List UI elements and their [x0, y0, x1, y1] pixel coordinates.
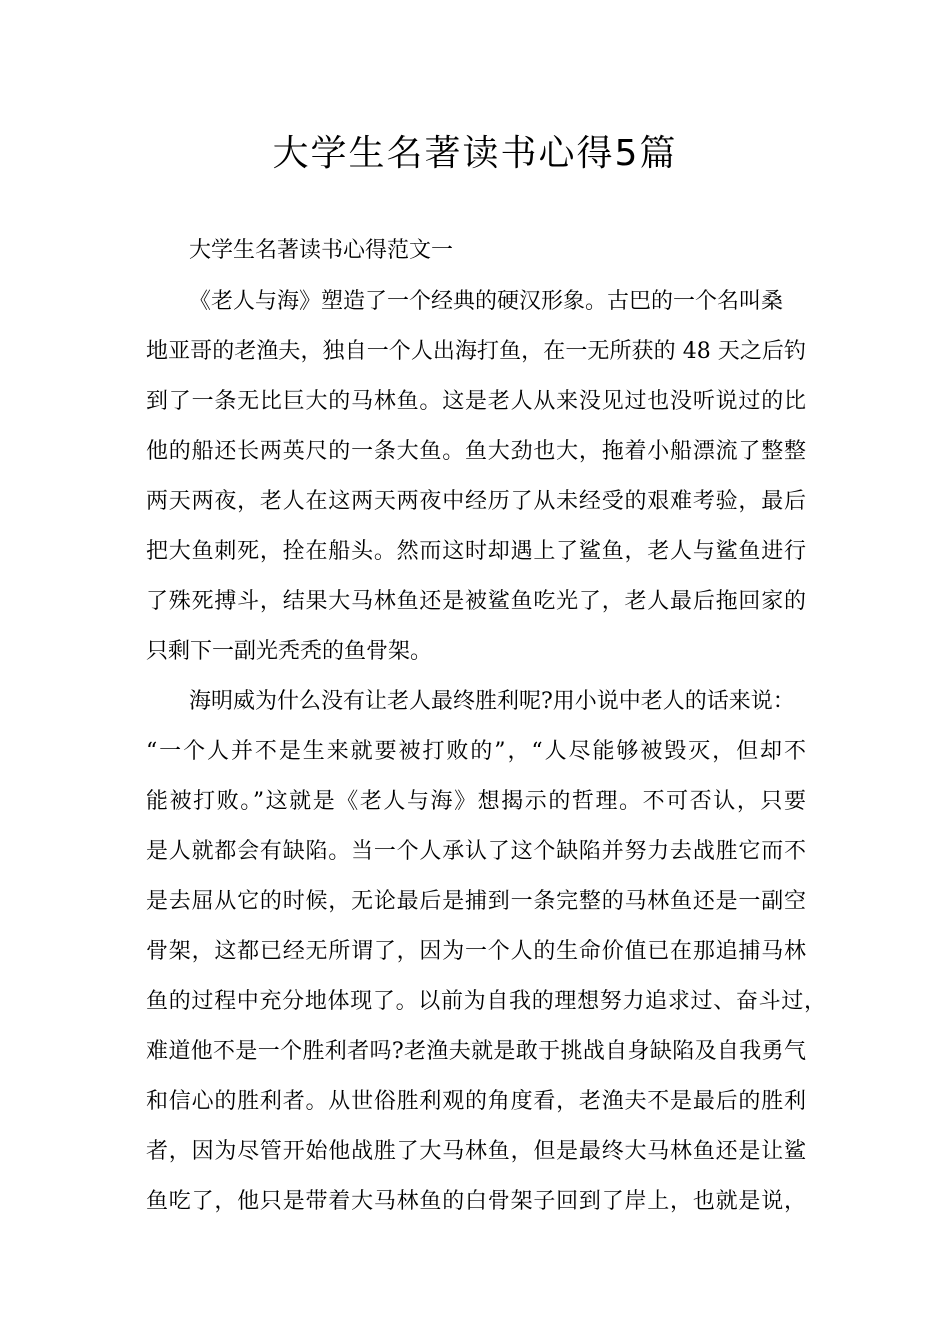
- paragraph-line: 到了一条无比巨大的马林鱼。这是老人从来没见过也没听说过的比: [146, 389, 806, 414]
- paragraph-line: 海明威为什么没有让老人最终胜利呢?用小说中老人的话来说：: [189, 689, 795, 714]
- paragraph-line: 者，因为尽管开始他战胜了大马林鱼，但是最终大马林鱼还是让鲨: [146, 1139, 806, 1164]
- paragraph-line: 和信心的胜利者。从世俗胜利观的角度看，老渔夫不是最后的胜利: [146, 1089, 806, 1114]
- paragraph-line: 是去屈从它的时候，无论最后是捕到一条完整的马林鱼还是一副空: [146, 889, 806, 914]
- paragraph-line: 只剩下一副光秃秃的鱼骨架。: [146, 639, 433, 664]
- paragraph-line: 《老人与海》塑造了一个经典的硬汉形象。古巴的一个名叫桑: [189, 289, 784, 314]
- paragraph-line: 鱼吃了，他只是带着大马林鱼的白骨架子回到了岸上，也就是说，: [146, 1189, 806, 1214]
- paragraph-line: “一个人并不是生来就要被打败的”，“人尽能够被毁灭，但却不: [146, 739, 806, 764]
- paragraph-line: 他的船还长两英尺的一条大鱼。鱼大劲也大，拖着小船漂流了整整: [146, 439, 806, 464]
- paragraph-line: 鱼的过程中充分地体现了。以前为自我的理想努力追求过、奋斗过，: [146, 989, 826, 1014]
- paragraph-line: 地亚哥的老渔夫，独自一个人出海打鱼，在一无所获的 48 天之后钓: [146, 339, 806, 364]
- paragraph-line: 能被打败。”这就是《老人与海》想揭示的哲理。不可否认，只要: [146, 789, 806, 814]
- paragraph-line: 是人就都会有缺陷。当一个人承认了这个缺陷并努力去战胜它而不: [146, 839, 806, 864]
- paragraph-line: 骨架，这都已经无所谓了，因为一个人的生命价值已在那追捕马林: [146, 939, 806, 964]
- document-title: 大学生名著读书心得5篇: [272, 133, 678, 174]
- section-heading: 大学生名著读书心得范文一: [189, 238, 454, 263]
- paragraph-line: 了殊死搏斗，结果大马林鱼还是被鲨鱼吃光了，老人最后拖回家的: [146, 589, 806, 614]
- paragraph-line: 把大鱼刺死，拴在船头。然而这时却遇上了鲨鱼，老人与鲨鱼进行: [146, 539, 806, 564]
- paragraph-line: 难道他不是一个胜利者吗?老渔夫就是敢于挑战自身缺陷及自我勇气: [146, 1039, 806, 1064]
- paragraph-line: 两天两夜，老人在这两天两夜中经历了从未经受的艰难考验，最后: [146, 489, 806, 514]
